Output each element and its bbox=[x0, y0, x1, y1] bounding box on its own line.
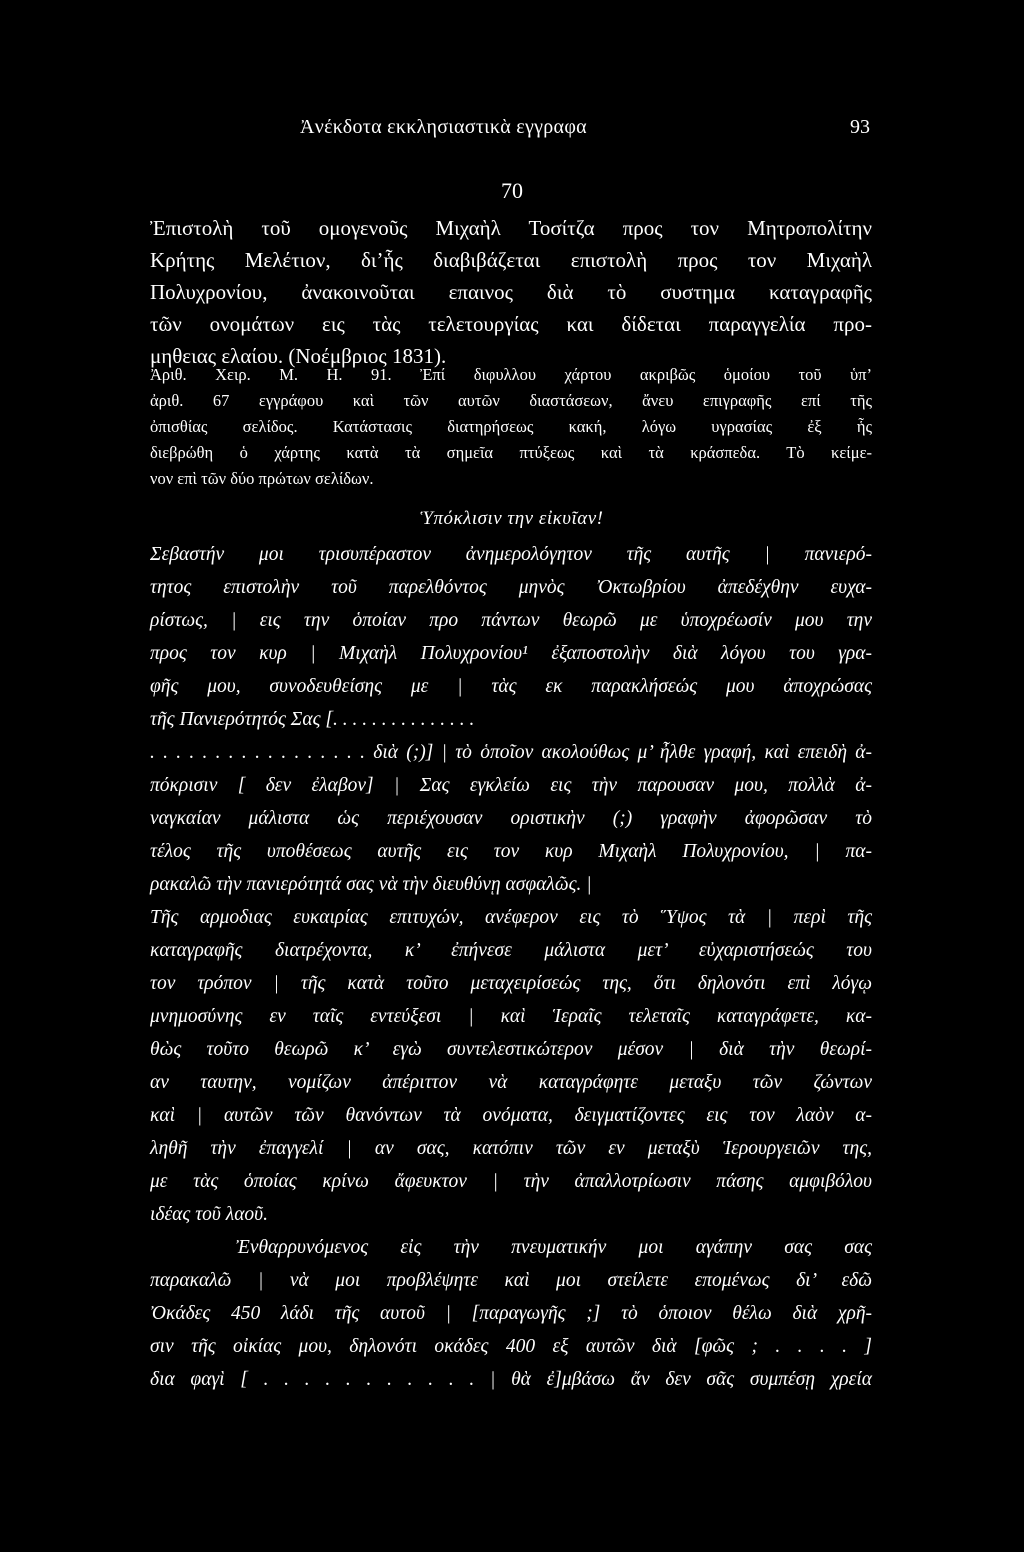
source-line: ἀριθ. 67 εγγράφου καὶ τῶν αυτῶν διαστάσεων, ἄνευ επιγραφῆς επί τῆς bbox=[150, 391, 872, 410]
letter-line: μνημοσύνης εν ταῖς εντεύξεσι | καὶ Ἱεραῖς τελεταῖς καταγράφετε, κα- bbox=[150, 1006, 872, 1027]
page-header bbox=[150, 116, 870, 146]
letter-line: ιδέας τοῦ λαοῦ. bbox=[150, 1204, 268, 1225]
letter-line: σιν τῆς οἰκίας μου, δηλονότι οκάδες 400 εξ αυτῶν διὰ [φῶς ; . . . . ] bbox=[150, 1336, 872, 1357]
summary-line: Ἐπιστολὴ τοῦ ομογενοῦς Μιχαὴλ Τοσίτζα προς τον Μητροπολίτην bbox=[150, 216, 872, 240]
letter-line: αν ταυτην, νομίζων ἀπέριττον νὰ καταγράφητε μεταξυ τῶν ζώντων bbox=[150, 1072, 872, 1093]
letter-line: καταγραφῆς διατρέχοντα, κ’ ἐπήνεσε μάλιστα μετ’ εὐχαριστήσεώς του bbox=[150, 940, 872, 961]
letter-line: Τῆς αρμοδιας ευκαιρίας επιτυχών, ανέφερον εις τὸ Ὕψος τὰ | περὶ τῆς bbox=[150, 907, 872, 928]
running-title: Ἀνέκδοτα εκκλησιαστικὰ εγγραφα bbox=[300, 116, 587, 138]
letter-salutation: Ὑπόκλισιν την εἰκυῖαν! bbox=[420, 508, 604, 529]
letter-line: τῆς Πανιερότητός Σας [. . . . . . . . . . . . . . . bbox=[150, 709, 475, 730]
letter-line: Σεβαστήν μοι τρισυπέραστον ἀνημερολόγητον τῆς αυτῆς | πανιερό- bbox=[150, 544, 872, 565]
summary-line: μηθειας ελαίου. (Νοέμβριος 1831). bbox=[150, 344, 447, 368]
letter-line: ρίστως, | εις την ὁποίαν προ πάντων θεωρῶ με ὑποχρέωσίν μου την bbox=[150, 610, 872, 631]
letter-line: . . . . . . . . . . . . . . . . . διὰ (;)] | τὸ ὁποῖον ακολούθως μ’ ἦλθε γραφή, καὶ επειδὴ ἀ- bbox=[150, 742, 872, 763]
letter-line: τητος επιστολὴν τοῦ παρελθόντος μηνὸς Ὀκτωβρίου ἀπεδέχθην ευχα- bbox=[150, 577, 872, 598]
document-number: 70 bbox=[501, 178, 523, 203]
letter-line: καὶ | αυτῶν τῶν θανόντων τὰ ονόματα, δειγματίζοντες εις τον λαὸν α- bbox=[150, 1105, 872, 1126]
summary-line: Κρήτης Μελέτιον, δι’ἧς διαβιβάζεται επιστολὴ προς τον Μιχαὴλ bbox=[150, 248, 872, 272]
letter-line: προς τον κυρ | Μιχαὴλ Πολυχρονίου¹ ἐξαποστολὴν διὰ λόγου του γρα- bbox=[150, 643, 872, 664]
summary-line: τῶν ονομάτων εις τὰς τελετουργίας και δίδεται παραγγελία προ- bbox=[150, 312, 872, 336]
letter-line: τέλος τῆς υποθέσεως αυτῆς εις τον κυρ Μιχαὴλ Πολυχρονίου, | πα- bbox=[150, 841, 872, 862]
page-number: 93 bbox=[850, 116, 870, 138]
letter-body bbox=[150, 538, 872, 1396]
source-line: ὀπισθίας σελίδος. Κατάστασις διατηρήσεως κακή, λόγω υγρασίας ἐξ ἧς bbox=[150, 417, 872, 436]
source-line: Ἀριθ. Χειρ. Μ. Η. 91. Ἐπί διφυλλου χάρτου ακριβῶς ὁμοίου τοῦ ὑπ’ bbox=[150, 365, 872, 384]
letter-line: φῆς μου, συνοδευθείσης με | τὰς εκ παρακλήσεώς μου ἀποχρώσας bbox=[150, 676, 872, 697]
document-summary bbox=[150, 212, 872, 372]
letter-line: ναγκαίαν μάλιστα ὡς περιέχουσαν οριστικὴν (;) γραφὴν ἀφορῶσαν τὸ bbox=[150, 808, 872, 829]
summary-line: Πολυχρονίου, ἀνακοινοῦται επαινος διὰ τὸ συστημα καταγραφῆς bbox=[150, 280, 872, 304]
letter-line: με τὰς ὁποίας κρίνω ἄφευκτον | τὴν ἀπαλλοτρίωσιν πάσης αμφιβόλου bbox=[150, 1171, 872, 1192]
letter-line: παρακαλῶ | νὰ μοι προβλέψητε καὶ μοι στείλετε επομένως δι’ εδῶ bbox=[150, 1270, 872, 1291]
letter-line: ληθῆ τὴν ἐπαγγελί | αν σας, κατόπιν τῶν εν μεταξὺ Ἱερουργειῶν της, bbox=[150, 1138, 872, 1159]
source-line: νον επὶ τῶν δύο πρώτων σελίδων. bbox=[150, 469, 374, 488]
letter-line: πόκρισιν [ δεν ἐλαβον] | Σας εγκλείω εις τὴν παρουσαν μου, πολλὰ ἀ- bbox=[150, 775, 872, 796]
letter-line: Ὀκάδες 450 λάδι τῆς αυτοῦ | [παραγωγῆς ;] τὸ ὁποιον θέλω διὰ χρῆ- bbox=[150, 1303, 872, 1324]
letter-line: ρακαλῶ τὴν πανιερότητά σας νὰ τὴν διευθύνῃ ασφαλῶς. | bbox=[150, 874, 592, 895]
letter-line: δια φαγὶ [ . . . . . . . . . . . | θὰ ἐ]μβάσω ἄν δεν σᾶς συμπέσῃ χρεία bbox=[150, 1369, 872, 1390]
source-description bbox=[150, 362, 872, 492]
letter-line: θὼς τοῦτο θεωρῶ κ’ εγὼ συντελεστικώτερον μέσον | διὰ τὴν θεωρί- bbox=[150, 1039, 872, 1060]
letter-line: τον τρόπον | τῆς κατὰ τοῦτο μεταχειρίσεώς της, ὅτι δηλονότι επὶ λόγῳ bbox=[150, 973, 872, 994]
source-line: διεβρώθη ὁ χάρτης κατὰ τὰ σημεῖα πτύξεως καὶ τὰ κράσπεδα. Τὸ κείμε- bbox=[150, 443, 872, 462]
letter-line: Ἐνθαρρυνόμενος εἰς τὴν πνευματικήν μοι αγάπην σας σας bbox=[236, 1237, 872, 1258]
